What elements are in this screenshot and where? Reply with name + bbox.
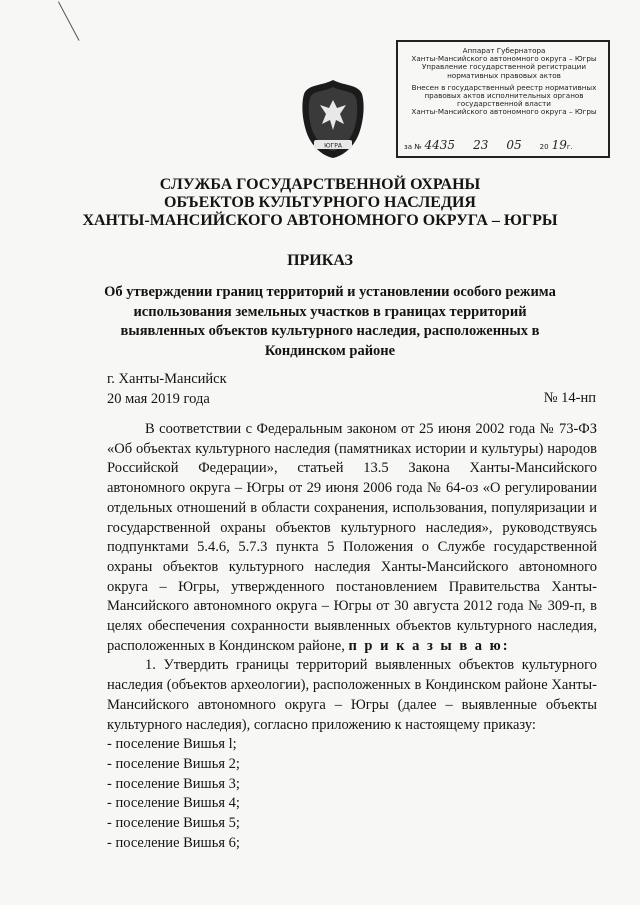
preamble-text: В соответствии с Федеральным законом от 25 июня 2002 года № 73-ФЗ «Об объектах культурного наследия (памятниках истории и культуры) народов Российской Федерации», статьей 13.5 Закона Ханты-Мансийского автономного округа – Югры от 29 июня 2006 года № 64-оз «О регулировании отдельных отношений в области сохранения, использования, популяризации и государственной охраны объектов культурного наследия», руководствуясь подпунктами 5.4.6, 5.7.3 пункта 5 Положения о Службе государственной охраны объектов культурного наследия Ханты-Мансийского автономного округа – Югры, утвержденного постановлением Правительства Ханты-Мансийского автономного округа – Югры от 30 августа 2012 года № 309-п, в целях обеспечения сохранности выявленных объектов культурного наследия, расположенных в Кондинском районе,	[107, 421, 597, 654]
stamp-line: Управление государственной регистрации	[421, 62, 586, 72]
preamble-paragraph	[107, 420, 597, 656]
city: г. Ханты-Мансийск	[107, 371, 227, 387]
stamp-reg-year: 19	[551, 137, 567, 152]
order-date: 20 мая 2019 года	[107, 390, 210, 407]
list-item: - поселение Вишья 5;	[107, 815, 240, 832]
settlement-list	[107, 735, 597, 853]
order-body	[107, 420, 597, 853]
stamp-reg-year-suffix: г.	[566, 142, 573, 151]
list-item: - поселение Вишья 3;	[107, 775, 240, 792]
stamp-reg-prefix: за №	[404, 142, 422, 151]
org-line: ОБЪЕКТОВ КУЛЬТУРНОГО НАСЛЕДИЯ	[164, 194, 476, 211]
stamp-line: Внесен в государственный реестр нормативных	[411, 82, 597, 92]
org-line: СЛУЖБА ГОСУДАРСТВЕННОЙ ОХРАНЫ	[159, 176, 481, 193]
directive-word: п р и к а з ы в а ю:	[348, 637, 510, 654]
list-item: - поселение Вишья 4;	[107, 795, 240, 812]
list-item: - поселение Вишья 2;	[107, 755, 240, 772]
order-number: № 14-нп	[543, 389, 596, 406]
stamp-line: нормативных правовых актов	[447, 70, 561, 80]
clause-1-paragraph: 1. Утвердить границы территорий выявленных объектов культурного наследия (объектов археологии), расположенных в Кондинском районе Ханты-Мансийского автономного округа – Югры (далее – выявленные объекты культурного наследия), согласно приложению к настоящему приказу:	[107, 657, 597, 733]
list-item: - поселение Вишья l;	[107, 736, 237, 753]
emblem-caption: ЮГРА	[324, 142, 342, 150]
stamp-line: Ханты-Мансийского автономного округа – Югры	[411, 54, 597, 64]
stamp-line: Ханты-Мансийского автономного округа – Югры	[411, 107, 597, 117]
stamp-reg-month: 05	[506, 137, 522, 152]
stamp-reg-year-prefix: 20	[539, 142, 549, 151]
stamp-registration-line	[404, 137, 602, 152]
stamp-line: Аппарат Губернатора	[462, 46, 546, 55]
stamp-line: государственной власти	[457, 99, 551, 109]
list-item: - поселение Вишья 6;	[107, 834, 240, 851]
stamp-reg-number: 4435	[424, 137, 456, 152]
order-subject: Об утверждении границ территорий и установлении особого режима использования земельных участков в границах территорий выявленных объектов культурного наследия, расположенных в Кондинском районе	[104, 284, 556, 359]
scan-artifact-line	[58, 2, 80, 41]
stamp-reg-day: 23	[473, 137, 489, 152]
org-line: ХАНТЫ-МАНСИЙСКОГО АВТОНОМНОГО ОКРУГА – ЮГРЫ	[82, 212, 558, 229]
organization-name	[40, 176, 600, 230]
document-type: ПРИКАЗ	[287, 252, 353, 269]
coat-of-arms-emblem	[300, 78, 366, 160]
registration-stamp	[396, 40, 610, 158]
stamp-line: правовых актов исполнительных органов	[424, 91, 584, 101]
place-and-date	[107, 370, 227, 409]
